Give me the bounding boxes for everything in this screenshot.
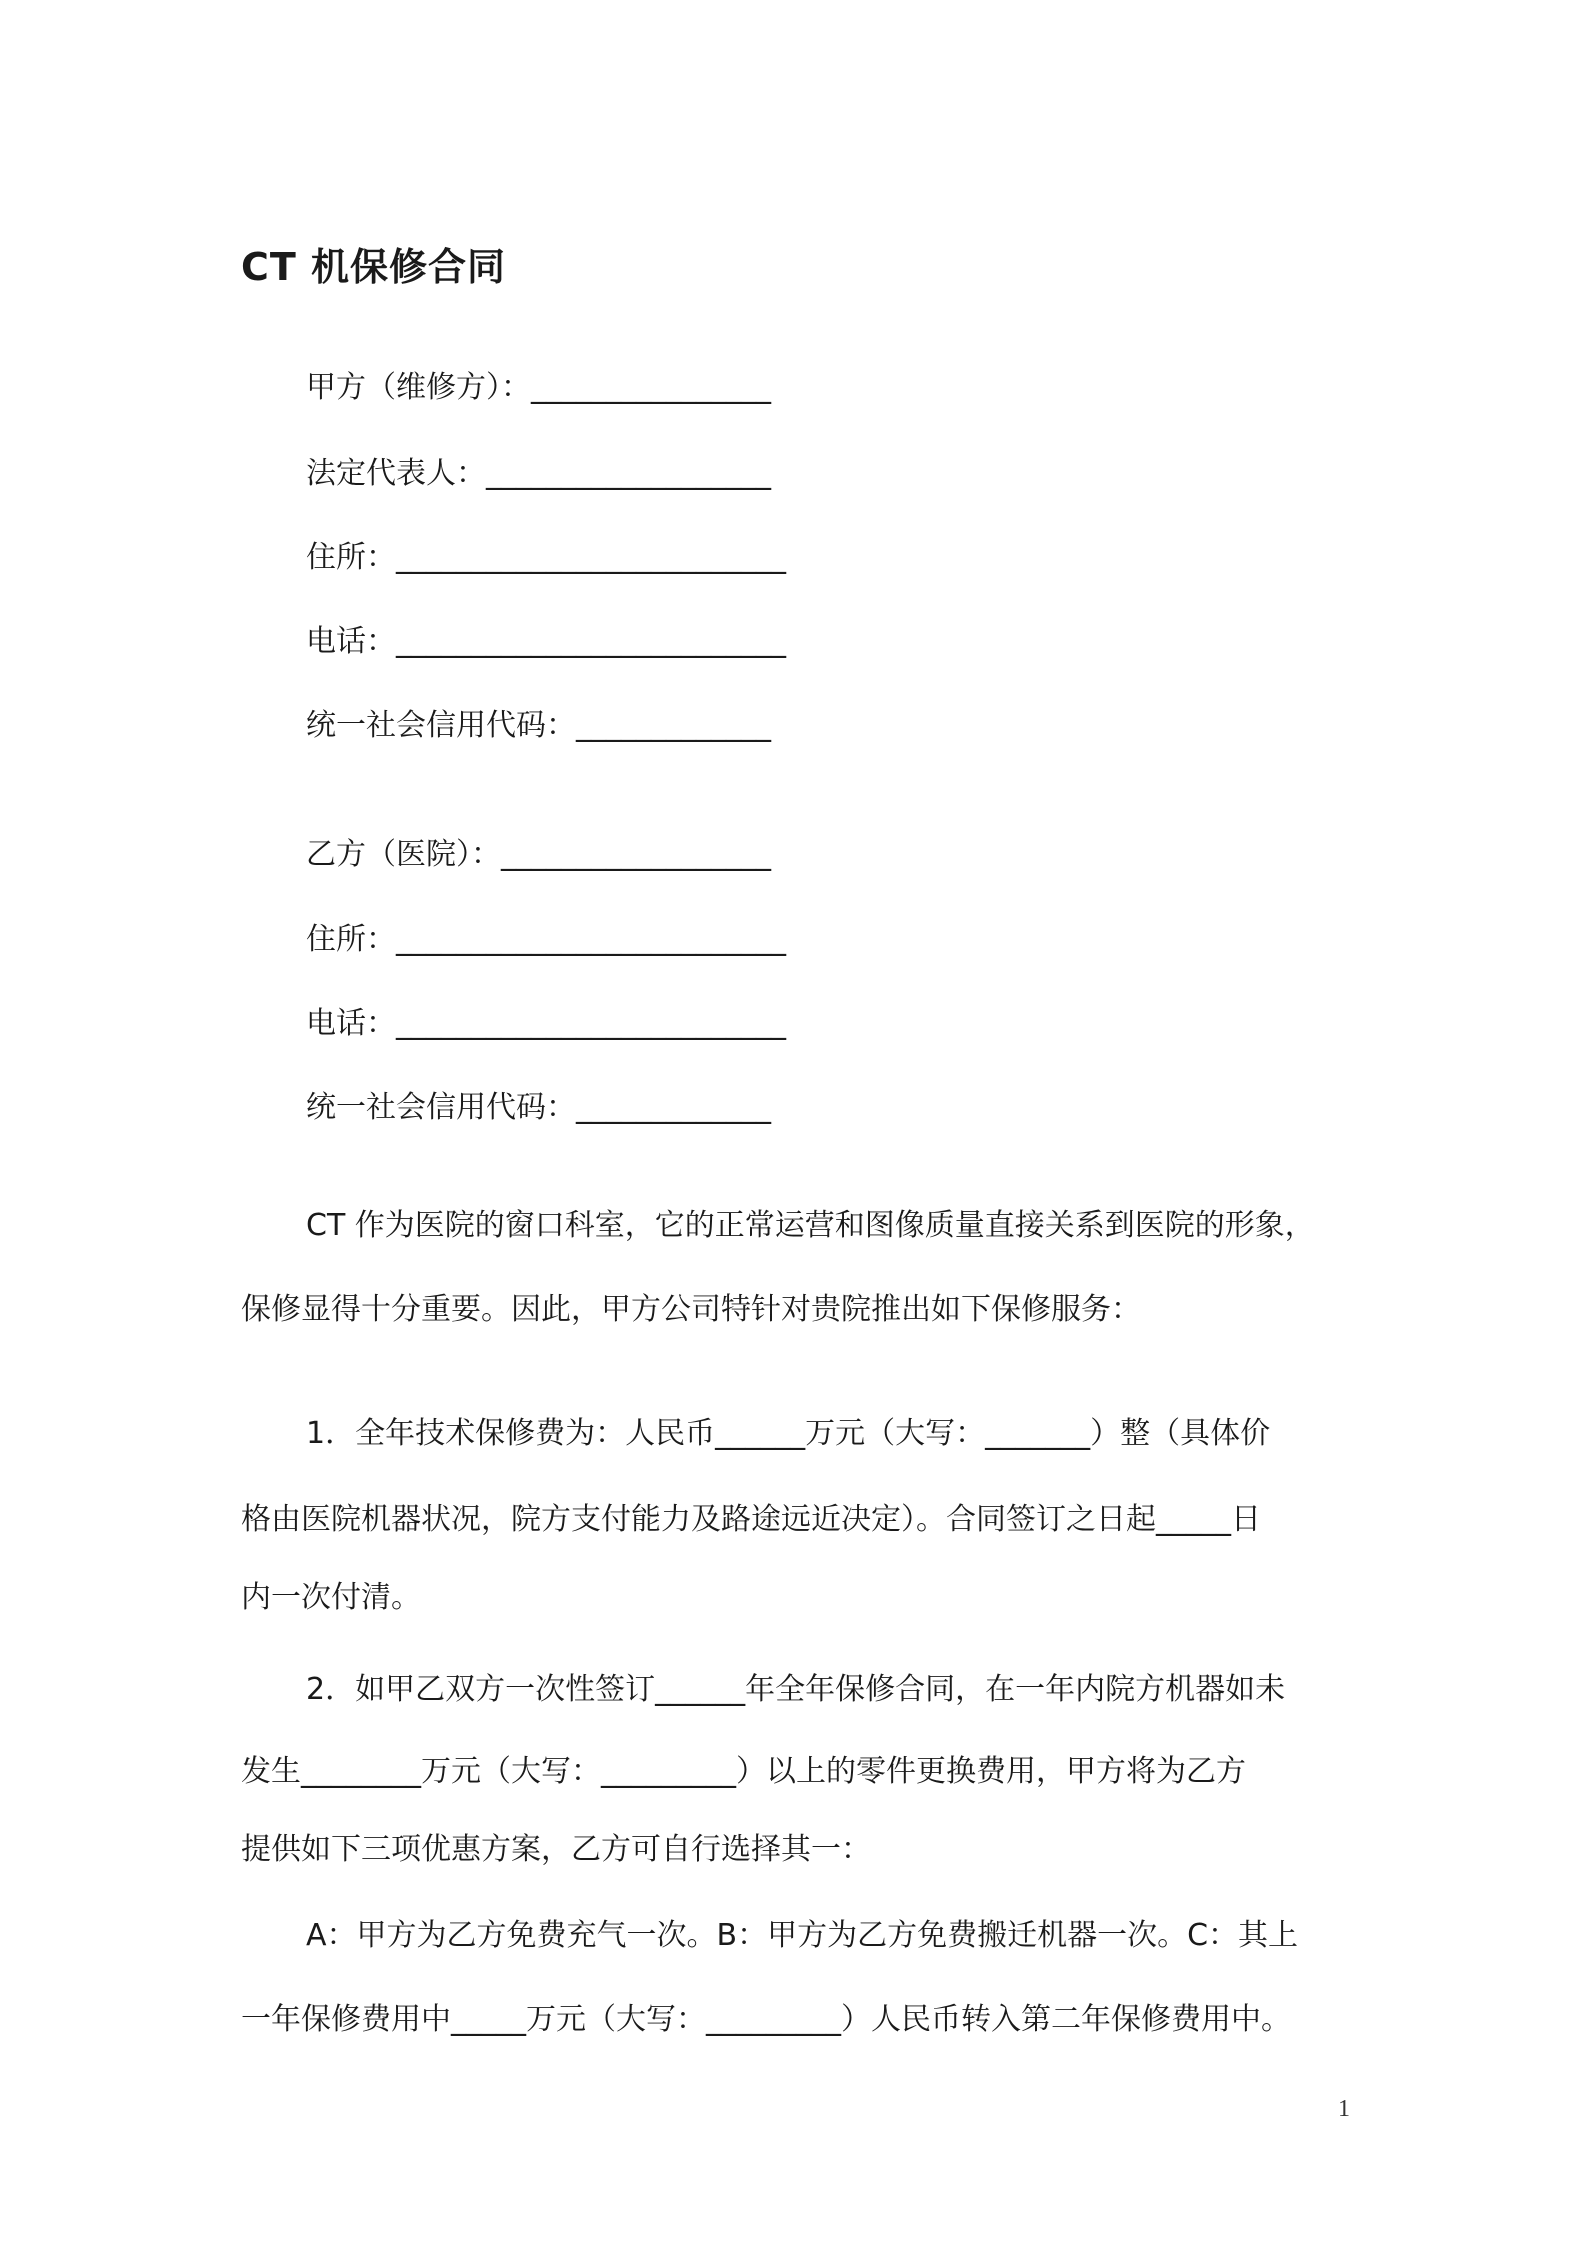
page-title: CT 机保修合同 [241, 245, 507, 289]
clause-2-line-2: 发生________万元（大写：_________）以上的零件更换费用，甲方将为乙方 [241, 1754, 1246, 1789]
party-a-representative-field: 法定代表人：___________________ [306, 456, 771, 491]
clause-2-line-3: 提供如下三项优惠方案，乙方可自行选择其一： [241, 1832, 871, 1867]
party-b-credit-code-field: 统一社会信用代码：_____________ [306, 1090, 771, 1125]
options-line-2: 一年保修费用中_____万元（大写：_________）人民币转入第二年保修费用中。 [241, 2002, 1291, 2037]
options-line-1: A：甲方为乙方免费充气一次。B：甲方为乙方免费搬迁机器一次。C：其上 [306, 1918, 1299, 1953]
intro-line-1: CT 作为医院的窗口科室，它的正常运营和图像质量直接关系到医院的形象， [306, 1208, 1315, 1243]
clause-1-line-2: 格由医院机器状况，院方支付能力及路途远近决定）。合同签订之日起_____日 [241, 1502, 1261, 1537]
party-b-address-field: 住所：__________________________ [306, 922, 786, 957]
party-a-address-field: 住所：__________________________ [306, 540, 786, 575]
party-b-phone-field: 电话：__________________________ [306, 1006, 786, 1041]
party-a-phone-field: 电话：__________________________ [306, 624, 786, 659]
party-b-name-field: 乙方（医院）：__________________ [306, 837, 771, 872]
party-a-name-field: 甲方（维修方）：________________ [306, 370, 771, 405]
page-number: 1 [1338, 2096, 1350, 2122]
clause-1-line-1: 1．全年技术保修费为：人民币______万元（大写：_______）整（具体价 [306, 1416, 1271, 1451]
intro-line-2: 保修显得十分重要。因此，甲方公司特针对贵院推出如下保修服务： [241, 1292, 1141, 1327]
clause-1-line-3: 内一次付清。 [241, 1580, 421, 1615]
party-a-credit-code-field: 统一社会信用代码：_____________ [306, 708, 771, 743]
clause-2-line-1: 2．如甲乙双方一次性签订______年全年保修合同，在一年内院方机器如未 [306, 1672, 1286, 1707]
